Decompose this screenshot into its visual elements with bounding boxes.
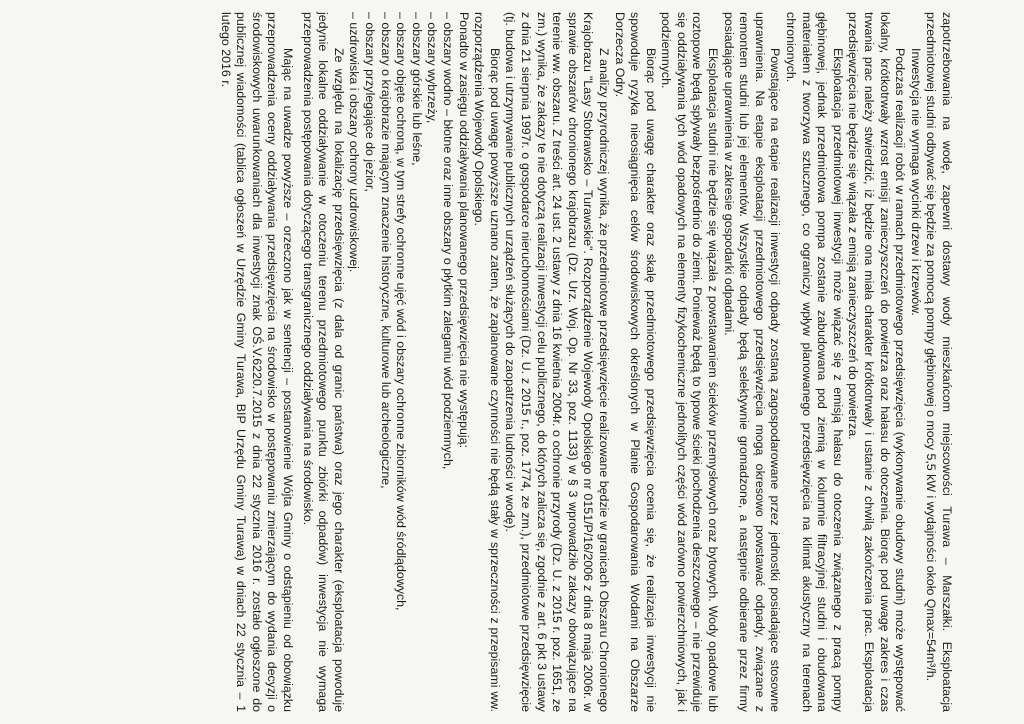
document-body: [14, 12, 954, 712]
list-item: – obszary o krajobrazie mającym znaczenie historyczne, kulturowe lub archeologiczne,: [378, 12, 393, 489]
paragraph-environmental-goals: Biorąc pod uwagę charakter oraz skalę przedmiotowego przedsięwzięcia ocenia się, że realizacja inwestycji nie spowoduje ryzyka nieosiągnięcia celów środowiskowych określonych w Planie Gospodarowania Wodami na Obszarze Dorzecza Odry.: [612, 12, 658, 712]
paragraph-nature-analysis: Z analizy przyrodniczej wynika, że przedmiotowe przedsięwzięcie realizowane będzie w granicach Obszaru Chronionego Krajobrazu "Lasy Stobrawsko – Turawskie". Rozporządzenie Wojewody Opolskiego nr 0151/P/16/2006 z dnia 8 maja 2006r. w sprawie obszarów chronionego krajobrazu (Dz. Urz. Woj. Op. Nr 33, poz. 1133) w § 3 wprowadziło zakazy obowiązujące na terenie ww. obszaru. Z treści art. 24 ust. 2 ustawy z dnia 16 kwietnia 2004r. o ochronie przyrody (Dz. U. z 2015 r. poz. 1651, ze zm.) wynika, że zakazy te nie dotyczą realizacji inwestycji celu publicznego, do których zalicza się, zgodnie z art. 6 pkt 3 ustawy z dnia 21 sierpnia 1997r. o gospodarce nieruchomościami (Dz. U. z 2015 r., poz. 1774, ze zm.), przedmiotowe przedsięwzięcie (tj. budowa i utrzymywanie publicznych urządzeń służących do zaopatrzenia ludności w wodę).: [503, 12, 611, 712]
paragraph-construction-emissions: Podczas realizacji robót w ramach przedmiotowego przedsięwzięcia (wykonywanie obudowy studni) może występować lokalny, krótkotrwały wzrost emisji zanieczyszczeń do powietrza oraz hałasu do otoczenia. Biorąc pod uwagę zakres i czas trwania prac należy stwierdzić, iż będzie ona miała charakter krótkotrwały i ustanie z chwilą zakończenia prac. Eksploatacja przedsięwzięcia nie będzie się wiązała z emisją zanieczyszczeń do powietrza.: [846, 12, 908, 712]
list-item: – uzdrowiska i obszary ochrony uzdrowiskowej.: [347, 12, 362, 273]
paragraph-conclusion-regulation: Biorąc pod uwagę powyższe uznano zatem, że zaplanowane czynności nie będą stały w sprzeczności z przepisami ww. rozporządzenia Wojewody Opolskiego.: [472, 12, 502, 712]
list-item: – obszary przylegające do jezior,: [363, 12, 378, 192]
list-item: – obszary objęte ochroną, w tym strefy ochronne ujęć wód i obszary ochronne zbiorników wód śródlądowych,: [394, 12, 409, 611]
paragraph-no-tree-cutting: Inwestycja nie wymaga wycinki drzew i krzewów.: [908, 48, 923, 316]
list-item: – obszary górskie lub leśne,: [409, 12, 424, 166]
paragraph-transboundary: Ze względu na lokalizację przedsięwzięcia (z dala od granic państwa) oraz jego charakter (eksploatacja powoduje jedynie lokalne oddziaływanie w otoczeniu terenu przedmiotowego punktu zbiórki odpadów) inwestycja nie wymaga przeprowadzenia postępowania dotyczącego transgranicznego oddziaływania na środowisko.: [300, 12, 346, 712]
paragraph-pump-noise: Eksploatacja przedmiotowej inwestycji może wiązać się z emisją hałasu do otoczenia związanego z pracą pompy głębinowej, jednak przedmiotowa pompa zostanie zabudowana pod ziemią w kolumnie filtracyjnej studni i obudowana materiałem z tworzywa sztucznego, co ograniczy wpływ planowanego przedsięwzięcia na klimat akustyczny na terenach chronionych.: [784, 12, 845, 712]
paragraph-list-intro: Ponadto w zasięgu oddziaływania planowanego przedsięwzięcia nie występują:: [456, 12, 471, 449]
paragraph-waste: Powstające na etapie realizacji inwestycji odpady zostaną zagospodarowane przez jednostki posiadające stosowne uprawnienia. Na etapie eksploatacji przedmiotowego przedsięwzięcia mogą okresowo powstawać odpady, związane z remontem studni lub jej elementów. Wszystkie odpady będą selektywnie gromadzone, a następnie odbierane przez firmy posiadające uprawnienia w zakresie gospodarki odpadami.: [721, 12, 783, 712]
list-item: – obszary wodno – błotne oraz inne obszary o płytkim zaleganiu wód podziemnych,: [441, 12, 455, 470]
paragraph-final-decision: Mając na uwadze powyższe – orzeczono jak w sentencji – postanowienie Wójta Gminy o odstąpieniu od obowiązku przeprowadzenia oceny oddziaływania przedsięwzięcia na środowisko w postępowaniu zmierzającym do wydania decyzji o środowiskowych uwarunkowaniach dla inwestycji znak OŚ.V.6220.7.2015 z dnia 22 stycznia 2016 r. zostało ogłoszone do publicznej wiadomości (tablica ogłoszeń w Urzędzie Gminy Turawa, BIP Urzędu Gminy Turawa) w dniach 22 stycznia – 1 lutego 2016 r.: [218, 12, 296, 712]
list-item: – obszary wybrzeży,: [425, 12, 440, 124]
paragraph-water-demand: zapotrzebowania na wodę, zapewni dostawy wody mieszkańcom miejscowości Turawa – Marszałki. Eksploatacja przedmiotowej studni odbywać się będzie za pomocą pompy głębinowej o mocy 5,5 kW i wydajności około Qmax=54m³/h.: [924, 12, 954, 712]
paragraph-sewage: Eksploatacja studni nie będzie się wiązała z powstawaniem ścieków przemysłowych oraz bytowych. Wody opadowe lub roztopowe będą spływały bezpośrednio do ziemi. Ponieważ będą to typowe ścieki pochodzenia deszczowego – nie przewiduje się oddziaływania tych wód opadowych na elementy fizykochemiczne jednolitych części wód zarówno powierzchniowych, jak i podziemnych.: [659, 12, 721, 712]
